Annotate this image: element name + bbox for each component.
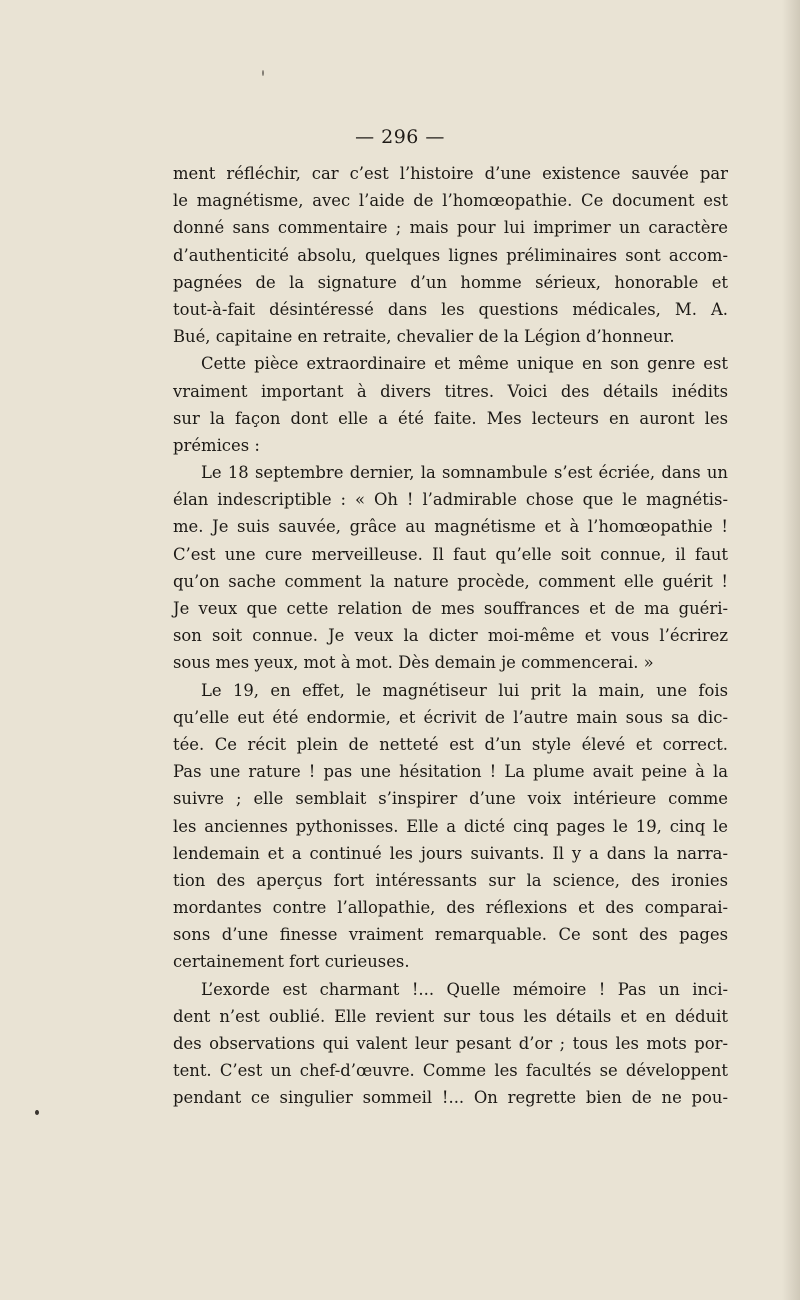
text-line: le magnétisme, avec l’aide de l’homœopathie. Ce document est xyxy=(173,191,728,211)
text-line: suivre ; elle semblait s’inspirer d’une voix intérieure comme xyxy=(173,789,728,809)
text-line: Bué, capitaine en retraite, chevalier de la Légion d’honneur. xyxy=(173,327,675,347)
text-line: tion des aperçus fort intéressants sur la science, des ironies xyxy=(173,870,728,890)
text-line: qu’elle eut été endormie, et écrivit de l’autre main sous sa dic- xyxy=(173,707,728,727)
text-line: pendant ce singulier sommeil !... On regrette bien de ne pou- xyxy=(173,1088,728,1108)
text-line: dent n’est oublié. Elle revient sur tous les détails et en déduit xyxy=(173,1006,728,1026)
text-line: Le 18 septembre dernier, la somnambule s’est écriée, dans un xyxy=(201,463,728,483)
text-line: sons d’une finesse vraiment remarquable. Ce sont des pages xyxy=(173,925,728,945)
ink-speck xyxy=(262,70,264,76)
body-text xyxy=(173,160,728,1112)
page-number: — 296 — xyxy=(355,126,445,148)
text-line: sous mes yeux, mot à mot. Dès demain je commencerai. » xyxy=(173,653,654,673)
text-line: tée. Ce récit plein de netteté est d’un style élevé et correct. xyxy=(173,734,728,754)
text-line: Cette pièce extraordinaire et même unique en son genre est xyxy=(201,354,728,374)
text-line: d’authenticité absolu, quelques lignes préliminaires sont accom- xyxy=(173,245,728,265)
text-line: Pas une rature ! pas une hésitation ! La plume avait peine à la xyxy=(173,762,728,782)
text-line: C’est une cure merveilleuse. Il faut qu’elle soit connue, il faut xyxy=(173,544,728,564)
text-line: Le 19, en effet, le magnétiseur lui prit la main, une fois xyxy=(201,680,728,700)
text-line: pagnées de la signature d’un homme sérieux, honorable et xyxy=(173,272,728,292)
text-line: des observations qui valent leur pesant d’or ; tous les mots por- xyxy=(173,1034,728,1053)
text-line: prémices : xyxy=(173,435,260,455)
text-line: me. Je suis sauvée, grâce au magnétisme et à l’homœopathie ! xyxy=(173,517,728,537)
text-line: sur la façon dont elle a été faite. Mes lecteurs en auront les xyxy=(173,408,728,428)
text-line: élan indescriptible : « Oh ! l’admirable chose que le magnétis- xyxy=(173,490,728,510)
text-line: certainement fort curieuses. xyxy=(173,952,410,972)
text-line: tent. C’est un chef-d’œuvre. Comme les facultés se développent xyxy=(173,1061,728,1081)
text-line: Je veux que cette relation de mes souffrances et de ma guéri- xyxy=(173,599,728,618)
text-line: les anciennes pythonisses. Elle a dicté cinq pages le 19, cinq le xyxy=(173,816,728,836)
text-line: qu’on sache comment la nature procède, comment elle guérit ! xyxy=(173,571,728,591)
text-line: son soit connue. Je veux la dicter moi-même et vous l’écrirez xyxy=(173,626,728,646)
text-line: vraiment important à divers titres. Voici des détails inédits xyxy=(173,381,728,401)
text-line: L’exorde est charmant !... Quelle mémoire ! Pas un inci- xyxy=(201,979,728,999)
text-line: tout-à-fait désintéressé dans les questions médicales, M. A. xyxy=(173,299,728,319)
text-line: mordantes contre l’allopathie, des réflexions et des comparai- xyxy=(173,898,728,918)
text-line: donné sans commentaire ; mais pour lui imprimer un caractère xyxy=(173,218,728,238)
text-line: ment réfléchir, car c’est l’histoire d’une existence sauvée par xyxy=(173,164,728,183)
text-line: lendemain et a continué les jours suivants. Il y a dans la narra- xyxy=(173,843,728,863)
ink-speck xyxy=(35,1110,39,1115)
